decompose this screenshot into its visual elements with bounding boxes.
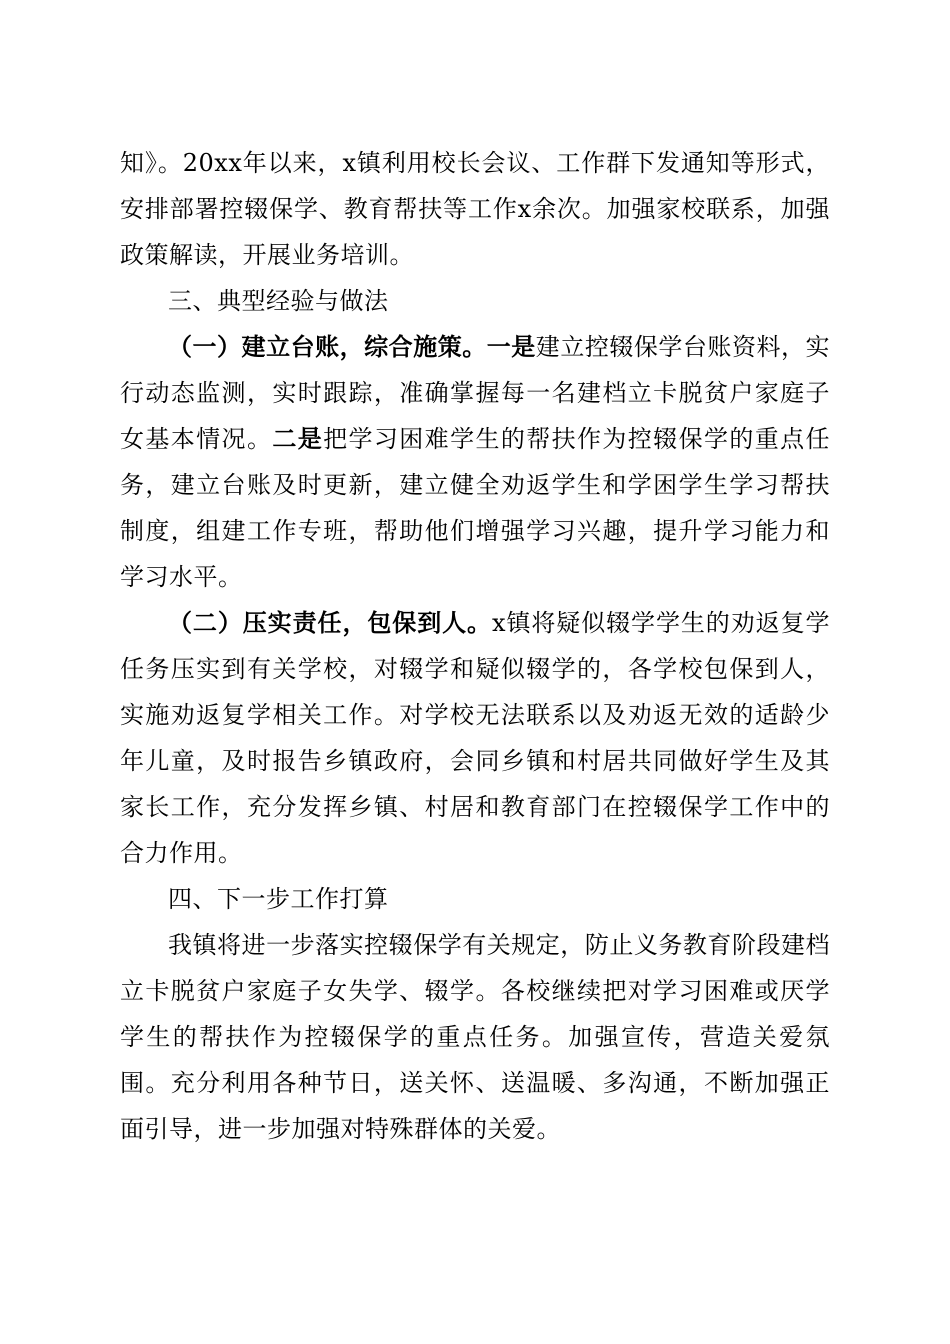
subsection-2-text: x镇将疑似辍学学生的劝返复学任务压实到有关学校，对辍学和疑似辍学的，各学校包保到人，实施劝返复学相关工作。对学校无法联系以及劝返无效的适龄少年儿童，及时报告乡镇政府，会同乡镇和村居共同做好学生及其家长工作，充分发挥乡镇、村居和教育部门在控辍保学工作中的合力作用。 xyxy=(120,609,830,867)
subsection-1-title: （一）建立台账，综合施策。 xyxy=(168,332,487,361)
subsection-1-text-2: 把学习困难学生的帮扶作为控辍保学的重点任务，建立台账及时更新，建立健全劝返学生和学困学生学习帮扶制度，组建工作专班，帮助他们增强学习兴趣，提升学习能力和学习水平。 xyxy=(120,425,831,591)
section-3-heading xyxy=(120,278,830,324)
intro-text: 知》。20xx年以来，x镇利用校长会议、工作群下发通知等形式，安排部署控辍保学、教育帮扶等工作x余次。加强家校联系，加强政策解读，开展业务培训。 xyxy=(120,149,830,269)
final-text: 我镇将进一步落实控辍保学有关规定，防止义务教育阶段建档立卡脱贫户家庭子女失学、辍学。各校继续把对学习困难或厌学学生的帮扶作为控辍保学的重点任务。加强宣传，营造关爱氛围。充分利用各种节日，送关怀、送温暖、多沟通，不断加强正面引导，进一步加强对特殊群体的关爱。 xyxy=(120,931,830,1143)
section-4-heading-text: 四、下一步工作打算 xyxy=(168,885,389,913)
intro-paragraph xyxy=(120,140,830,278)
subsection-1-lead-1: 一是 xyxy=(486,332,536,361)
subsection-1-text-1: 建立控辍保学台账资料，实行动态监测，实时跟踪，准确掌握每一名建档立卡脱贫户家庭子女基本情况。 xyxy=(120,333,831,453)
subsection-1-lead-2: 二是 xyxy=(272,424,324,453)
final-paragraph xyxy=(120,922,830,1152)
subsection-2-title: （二）压实责任，包保到人。 xyxy=(168,608,492,637)
section-3-heading-text: 三、典型经验与做法 xyxy=(168,287,389,315)
section-4-heading xyxy=(120,876,830,922)
document-body xyxy=(120,140,830,1152)
subsection-2-paragraph xyxy=(120,600,830,876)
subsection-1-paragraph xyxy=(120,324,830,600)
